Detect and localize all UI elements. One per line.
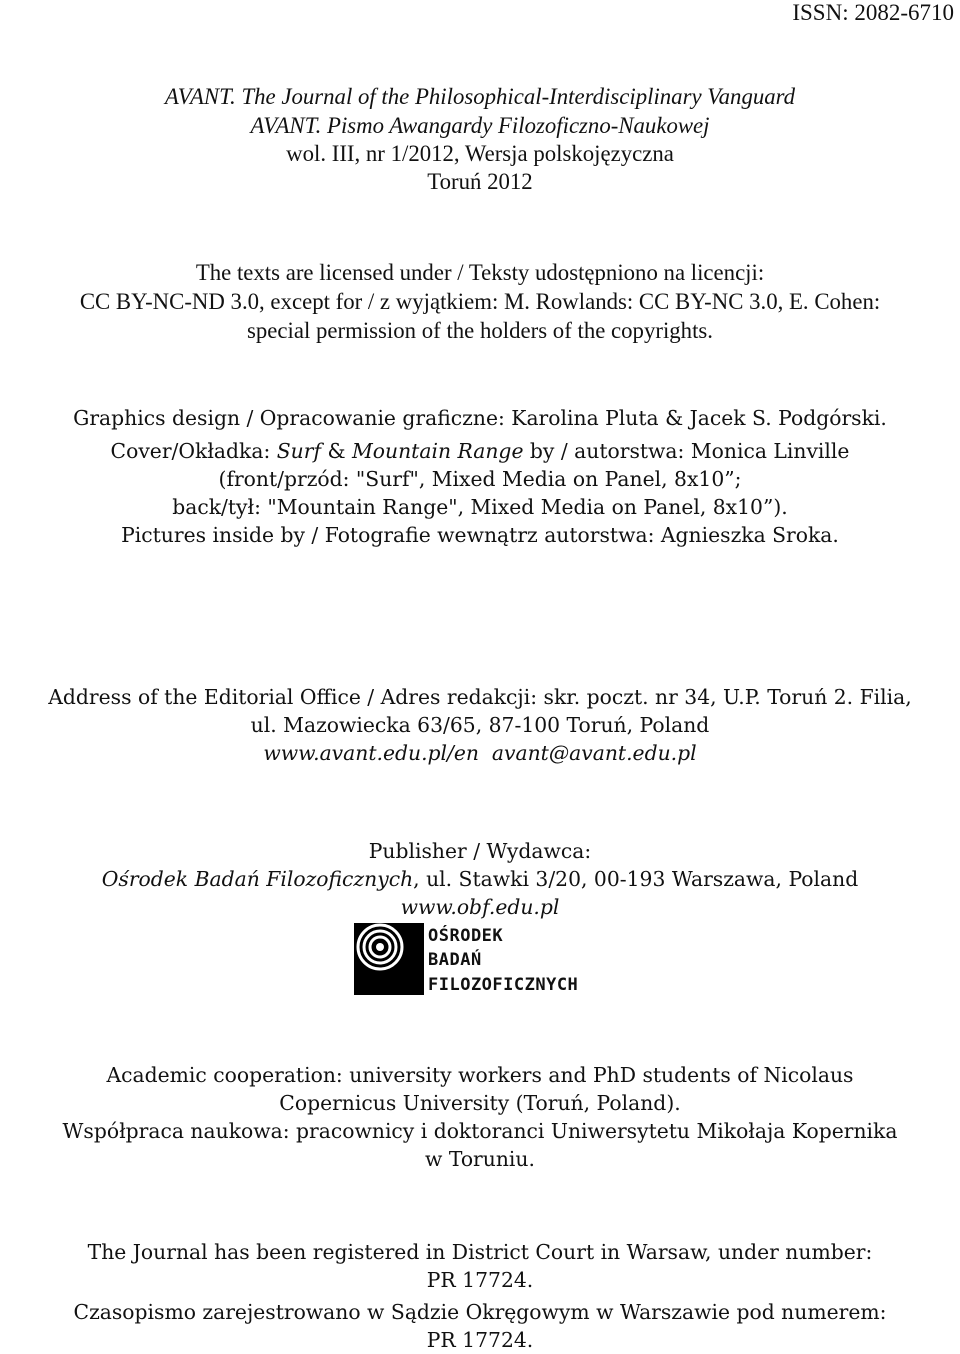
- issn: ISSN: 2082-6710: [792, 0, 954, 25]
- cooperation-line-2: Copernicus University (Toruń, Poland).: [279, 1091, 681, 1115]
- license-line-2: CC BY-NC-ND 3.0, except for / z wyjątkiem: M. Rowlands: CC BY-NC 3.0, E. Cohen:: [79, 289, 881, 314]
- avant-website-link[interactable]: www.avant.edu.pl/en: [263, 741, 479, 765]
- cover-credit: [0, 441, 960, 461]
- logo-text-badan: BADAŃ: [428, 950, 482, 970]
- license-line-3: special permission of the holders of the copyrights.: [247, 318, 713, 343]
- address-line-1: Address of the Editorial Office / Adres redakcji: skr. poczt. nr 34, U.P. Toruń 2. Filia,: [48, 685, 912, 709]
- publisher-details: [0, 869, 960, 889]
- cooperation-line-3: Współpraca naukowa: pracownicy i doktoranci Uniwersytetu Mikołaja Kopernika: [62, 1119, 898, 1143]
- avant-email-link[interactable]: avant@avant.edu.pl: [491, 741, 697, 765]
- logo-text-filozoficznych: FILOZOFICZNYCH: [428, 975, 579, 995]
- cooperation-line-1: Academic cooperation: university workers and PhD students of Nicolaus: [106, 1063, 854, 1087]
- graphics-credit: Graphics design / Opracowanie graficzne: Karolina Pluta & Jacek S. Podgórski.: [73, 406, 887, 430]
- cover-front: (front/przód: "Surf", Mixed Media on Panel, 8x10”;: [218, 467, 742, 491]
- publisher-address: , ul. Stawki 3/20, 00-193 Warszawa, Poland: [413, 867, 859, 891]
- registration-line-2: PR 17724.: [426, 1268, 534, 1292]
- address-line-2: ul. Mazowiecka 63/65, 87-100 Toruń, Poland: [250, 713, 710, 737]
- cover-title-surf: Surf: [276, 439, 321, 463]
- pictures-credit: Pictures inside by / Fotografie wewnątrz autorstwa: Agnieszka Sroka.: [121, 523, 839, 547]
- journal-title-en: AVANT. The Journal of the Philosophical-Interdisciplinary Vanguard: [164, 84, 796, 109]
- registration-line-1: The Journal has been registered in District Court in Warsaw, under number:: [87, 1240, 873, 1264]
- publisher-label: Publisher / Wydawca:: [368, 839, 592, 863]
- obf-logo: [354, 923, 606, 995]
- logo-text-osrodek: OŚRODEK: [428, 926, 504, 946]
- registration-line-4: PR 17724.: [426, 1328, 534, 1352]
- registration-line-3: Czasopismo zarejestrowano w Sądzie Okręgowym w Warszawie pod numerem:: [73, 1300, 887, 1324]
- cooperation-line-4: w Toruniu.: [425, 1147, 535, 1171]
- cover-prefix: Cover/Okładka:: [110, 439, 277, 463]
- address-contacts: [0, 743, 960, 763]
- publisher-website-link[interactable]: www.obf.edu.pl: [400, 895, 560, 919]
- cover-back: back/tył: "Mountain Range", Mixed Media on Panel, 8x10”).: [172, 495, 788, 519]
- cover-suffix: by / autorstwa: Monica Linville: [523, 439, 850, 463]
- cover-amp: &: [320, 439, 352, 463]
- journal-title-pl: AVANT. Pismo Awangardy Filozoficzno-Naukowej: [250, 113, 710, 138]
- volume-info: wol. III, nr 1/2012, Wersja polskojęzyczna: [286, 141, 674, 166]
- cover-title-mountain: Mountain Range: [351, 439, 524, 463]
- place-year: Toruń 2012: [427, 169, 533, 194]
- license-line-1: The texts are licensed under / Teksty udostępniono na licencji:: [195, 260, 765, 285]
- publisher-name: Ośrodek Badań Filozoficznych: [101, 867, 414, 891]
- concentric-circles-icon: [354, 923, 424, 995]
